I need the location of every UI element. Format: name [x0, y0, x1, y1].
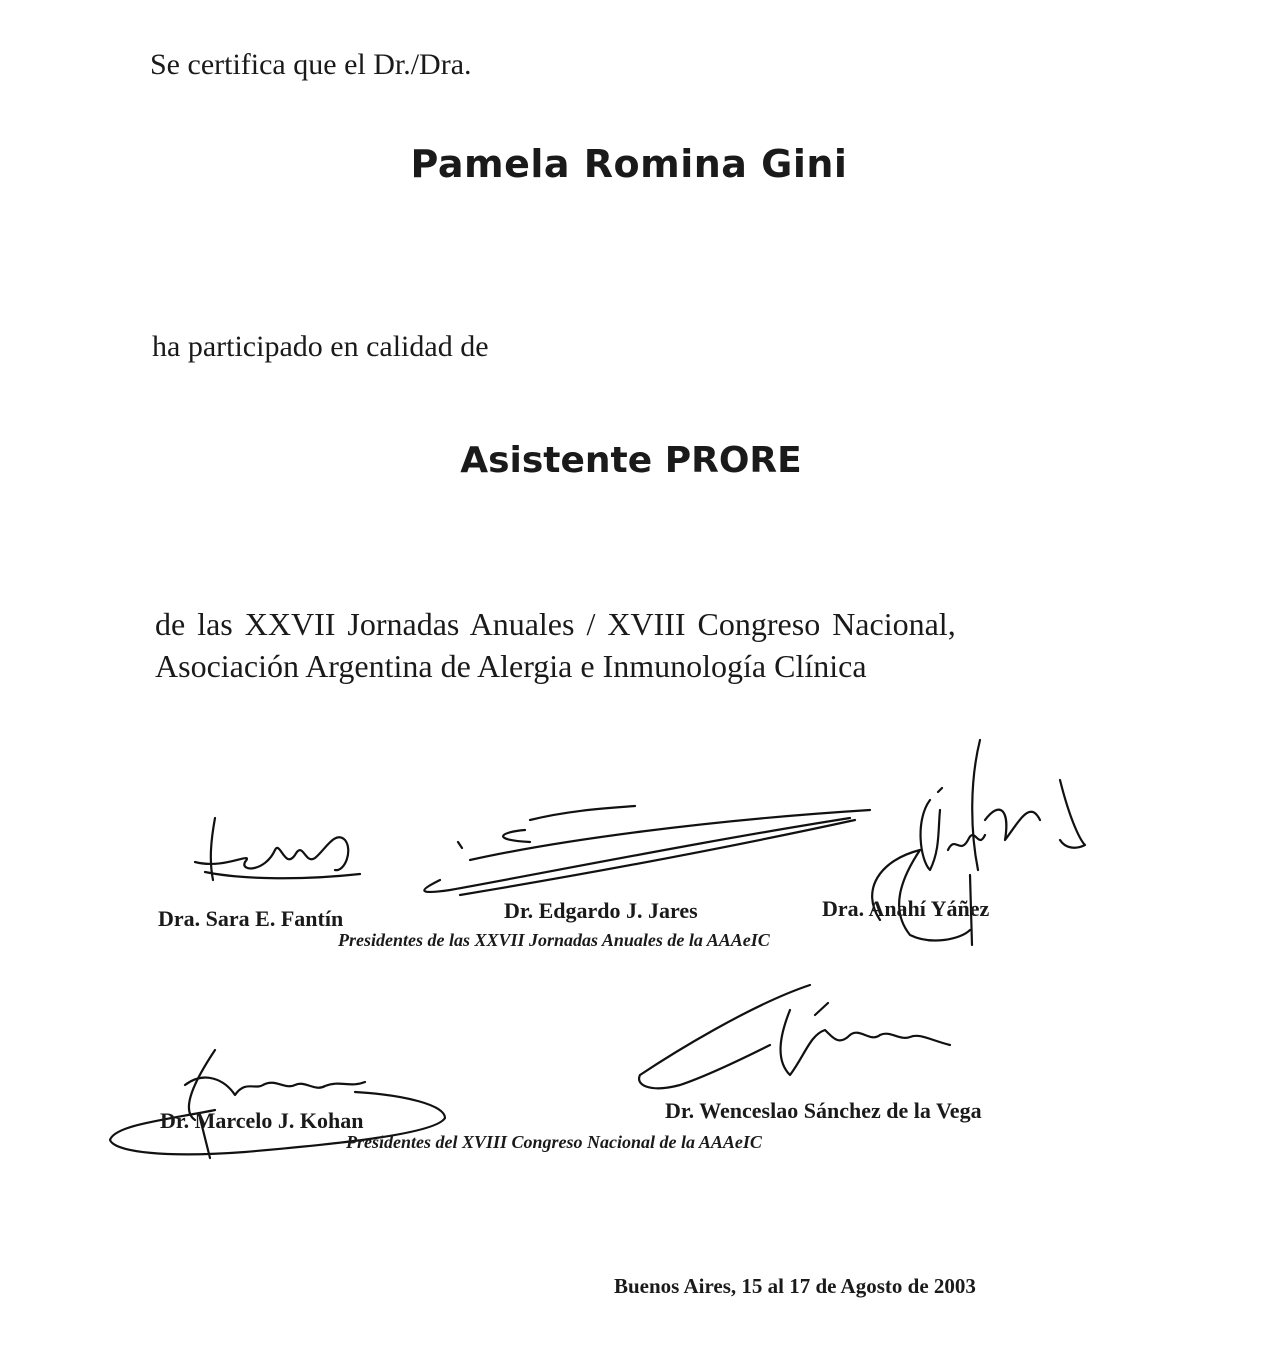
jornadas-presidents-caption: Presidentes de las XXVII Jornadas Anuales de la AAAeIC — [338, 930, 770, 950]
participation-text: ha participado en calidad de — [152, 330, 489, 363]
congreso-presidents-caption: Presidentes del XVIII Congreso Nacional de la AAAeIC — [346, 1132, 762, 1152]
signer-name-fantin: Dra. Sara E. Fantín — [158, 906, 344, 931]
signer-name-yanez: Dra. Anahí Yáñez — [822, 896, 990, 921]
place-and-date: Buenos Aires, 15 al 17 de Agosto de 2003 — [614, 1274, 976, 1298]
signature-sanchez — [630, 975, 960, 1100]
signature-fantin — [185, 810, 365, 890]
signer-name-kohan: Dr. Marcelo J. Kohan — [160, 1108, 364, 1133]
participant-role: Asistente PRORE — [460, 440, 802, 481]
signature-jares — [410, 800, 880, 910]
signer-name-sanchez: Dr. Wenceslao Sánchez de la Vega — [665, 1098, 982, 1123]
signer-name-jares: Dr. Edgardo J. Jares — [504, 898, 698, 923]
event-description-line2: Asociación Argentina de Alergia e Inmunología Clínica — [155, 648, 867, 684]
event-description-line1: de las XXVII Jornadas Anuales / XVIII Congreso Nacional, — [155, 606, 956, 642]
certification-intro: Se certifica que el Dr./Dra. — [150, 48, 472, 81]
recipient-name: Pamela Romina Gini — [410, 142, 848, 186]
